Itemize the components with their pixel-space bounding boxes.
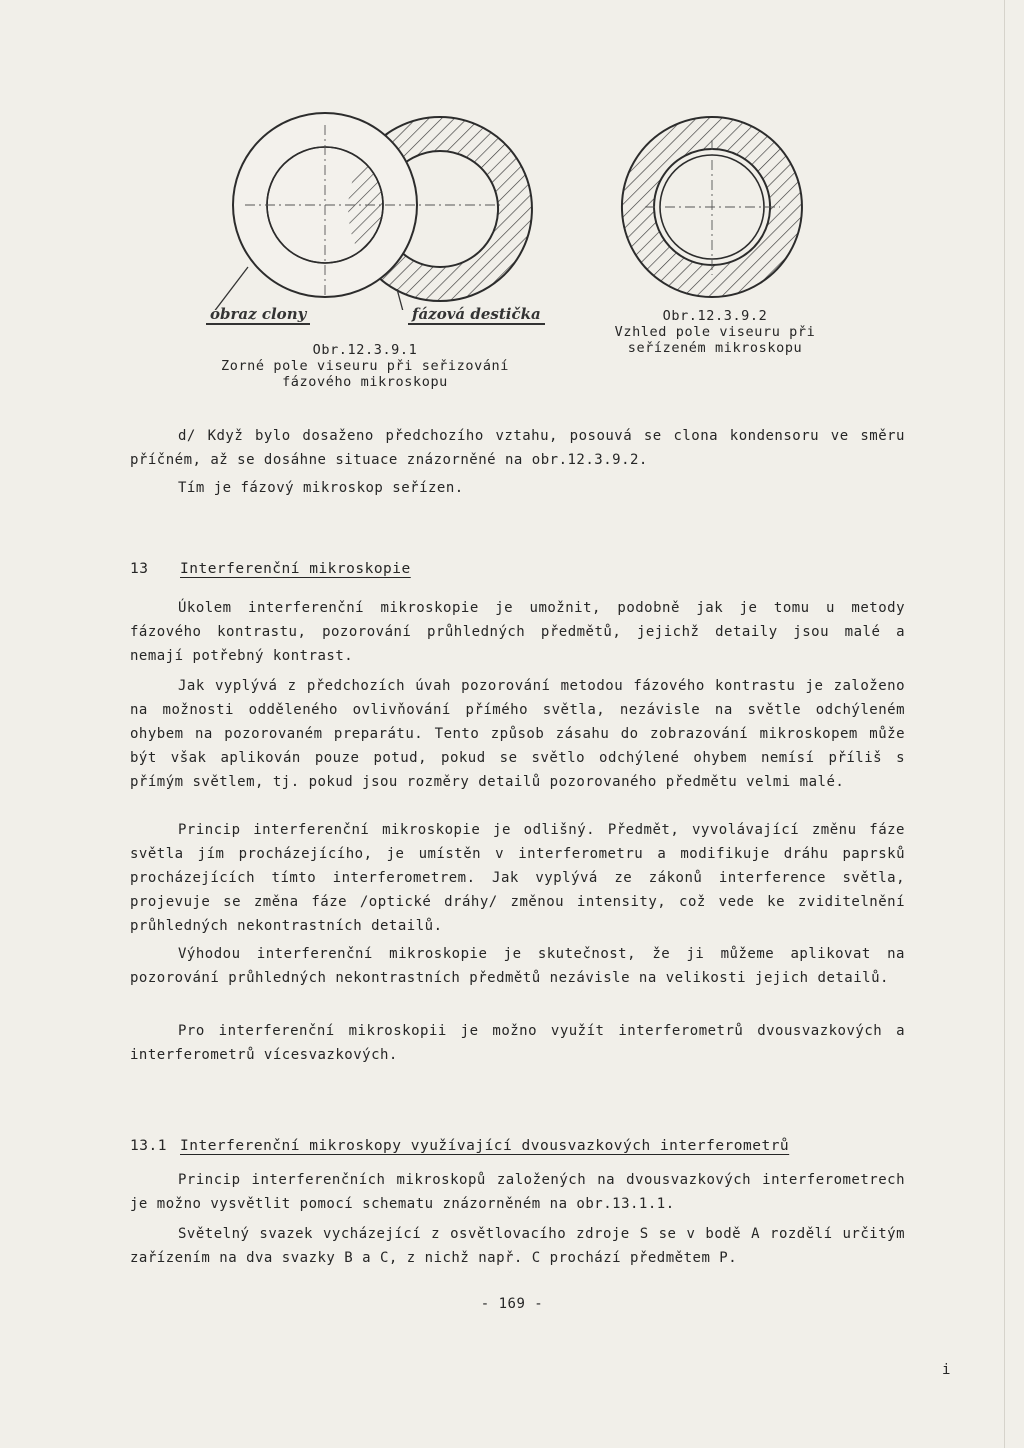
caption-line: fázového mikroskopu [282,374,448,390]
paragraph-d: d/ Když bylo dosaženo předchozího vztahu, posouvá se clona kondensoru ve směru příčném, až se dosáhne situace znázorněné na obr.12.3.9.2. [130,428,905,468]
heading-13-1 [130,1138,789,1154]
paragraph-13-1-2: Světelný svazek vycházející z osvětlovacího zdroje S se v bodě A rozdělí určitým zařízením na dva svazky B a C, z nichž např. C prochází předmětem P. [130,1226,905,1266]
caption-line: Zorné pole viseuru při seřizování [220,358,509,374]
caption-fig-12-3-9-2 [590,308,840,356]
label-phase-plate: fázová destička [408,305,545,325]
caption-number: Obr.12.3.9.2 [662,308,768,324]
paragraph-13-2: Jak vyplývá z předchozích úvah pozorování metodou fázového kontrastu je založeno na možnosti odděleného ovlivňování přímého světla, nezávisle na světle odchýleném ohybem na pozorovaném preparátu. Tento způsob zásahu do zobrazování mikroskopem může být však aplikován pouze potud, pokud se světlo odchýlené ohybem nemísí příliš s přímým světlem, tj. pokud jsou rozměry detailů pozorovaného předmětu velmi malé. [130,678,905,790]
heading-title: Interferenční mikroskopy využívající dvousvazkových interferometrů [180,1138,790,1154]
paragraph-13-5: Pro interferenční mikroskopii je možno využít interferometrů dvousvazkových a interferometrů vícesvazkových. [130,1023,905,1063]
paragraph-13-1: Úkolem interferenční mikroskopie je umožnit, podobně jak je tomu u metody fázového kontrastu, pozorování průhledných předmětů, jejichž detaily jsou malé a nemají potřebný kontrast. [130,600,905,664]
heading-number: 13.1 [130,1138,167,1154]
caption-line: seřízeném mikroskopu [627,340,803,356]
figure-12-3-9-1 [200,105,540,310]
label-aperture-image: obraz clony [206,305,310,325]
heading-number: 13 [130,561,149,577]
caption-line: Vzhled pole viseuru při [614,324,816,340]
paragraph-13-1-1: Princip interferenčních mikroskopů založených na dvousvazkových interferometrech je možno vysvětlit pomocí schematu znázorněném na obr.13.1.1. [130,1172,905,1212]
edge-mark: i [942,1362,951,1378]
heading-title: Interferenční mikroskopie [180,561,411,577]
paragraph-calibrated: Tím je fázový mikroskop seřízen. [178,480,464,496]
paragraph-13-4: Výhodou interferenční mikroskopie je skutečnost, že ji můžeme aplikovat na pozorování průhledných nekontrastních předmětů nezávisle na velikosti jejich detailů. [130,946,905,986]
caption-fig-12-3-9-1 [190,342,540,390]
caption-number: Obr.12.3.9.1 [312,342,418,358]
figure-12-3-9-2 [615,110,810,305]
paragraph-13-3: Princip interferenční mikroskopie je odlišný. Předmět, vyvolávající změnu fáze světla jím procházejícího, je umístěn v interferometru a modifikuje dráhu paprsků procházejících tímto interferometrem. Jak vyplývá ze zákonů interference světla, projevuje se změna fáze /optické dráhy/ změnou intensity, což vede ke zviditelnění průhledných nekontrastních detailů. [130,822,905,934]
page-edge-line [1004,0,1005,1448]
page-number: - 169 - [480,1296,544,1312]
heading-13 [130,561,411,577]
